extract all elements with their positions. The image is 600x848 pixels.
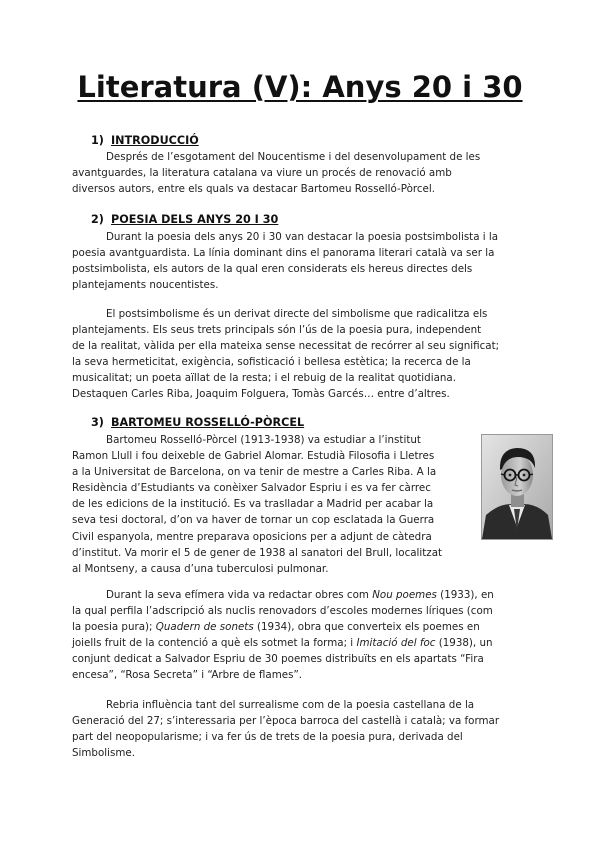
- paragraph-obres: Durant la seva efímera vida va redactar obres com Nou poemes (1933), en la qual perfila l’adscripció als nuclis renovadors d’escoles modernes líriques (com la poesia pura); Quadern de sonets (1934), obra que converteix els poemes en joiells fruit de la contenció a què els sotmet la forma; i Imitació del foc (1938), un conjunt dedicat a Salvador Espriu de 30 poemes distribuïts en els apartats “Fira encesa”, “Rosa Secreta” i “Arbre de flames”.: [72, 589, 494, 682]
- work-title-nou-poemes: Nou poemes: [372, 589, 437, 601]
- section-heading-rossello: [91, 416, 304, 429]
- portrait-photo: [481, 434, 553, 540]
- section-title: BARTOMEU ROSSELLÓ-PÒRCEL: [111, 416, 305, 429]
- section-title: INTRODUCCIÓ: [111, 134, 199, 147]
- paragraph-poesia-2: El postsimbolisme és un derivat directe del simbolisme que radicalitza els plantejaments. Els seus trets principals són l’ús de la poesia pura, independent de la realitat, vàlida per ella mateixa sense necessitat de recórrer al seu significat; la seva hermeticitat, exigència, sofisticació i bellesa estètica; la recerca de la musicalitat; un poeta aïllat de la resta; i el rebuig de la realitat quotidiana. Destaquen Carles Riba, Joaquim Folguera, Tomàs Garcés… entre d’altres.: [72, 308, 500, 401]
- paragraph-introduccio: Després de l’esgotament del Noucentisme i del desenvolupament de les avantguardes, la literatura catalana va viure un procés de renovació amb diversos autors, entre els quals va destacar Bartomeu Rosselló-Pòrcel.: [72, 151, 481, 196]
- section-number: 3): [91, 416, 104, 429]
- section-heading-poesia: [91, 213, 278, 226]
- section-number: 1): [91, 134, 104, 147]
- work-title-imitacio-del-foc: Imitació del foc: [356, 637, 436, 650]
- portrait-illustration: [482, 435, 552, 539]
- page-title: Literatura (V): Anys 20 i 30: [77, 70, 523, 104]
- paragraph-poesia-1: Durant la poesia dels anys 20 i 30 van destacar la poesia postsimbolista i la poesia avantguardista. La línia dominant dins el panorama literari català va ser la postsimbolista, els autors de la qual eren considerats els hereus directes dels plantejaments noucentistes.: [72, 231, 499, 292]
- work-title-quadern-de-sonets: Quadern de sonets: [155, 621, 254, 634]
- section-heading-introduccio: [91, 134, 199, 147]
- section-number: 2): [91, 213, 104, 226]
- section-title: POESIA DELS ANYS 20 I 30: [111, 213, 279, 226]
- paragraph-influencies: Rebria influència tant del surrealisme com de la poesia castellana de la Generació del 27; s’interessaria per l’època barroca del castellà i català; va formar part del neopopularisme; i va fer ús de trets de la poesia pura, derivada del Simbolisme.: [72, 699, 500, 760]
- paragraph-biografia: Bartomeu Rosselló-Pòrcel (1913-1938) va estudiar a l’institut Ramon Llull i fou deixeble de Gabriel Alomar. Estudià Filosofia i Lletres a la Universitat de Barcelona, on va tenir de mestre a Carles Riba. A la Residència d’Estudiants va conèixer Salvador Espriu i es va fer càrrec de les edicions de la institució. Es va traslladar a Madrid per acabar la seva tesi doctoral, d’on va haver de tornar un cop esclatada la Guerra Civil espanyola, mentre preparava oposicions per a adjunt de càtedra d’institut. Va morir el 5 de gener de 1938 al sanatori del Brull, localitzat al Montseny, a causa d’una tuberculosi pulmonar.: [72, 434, 443, 575]
